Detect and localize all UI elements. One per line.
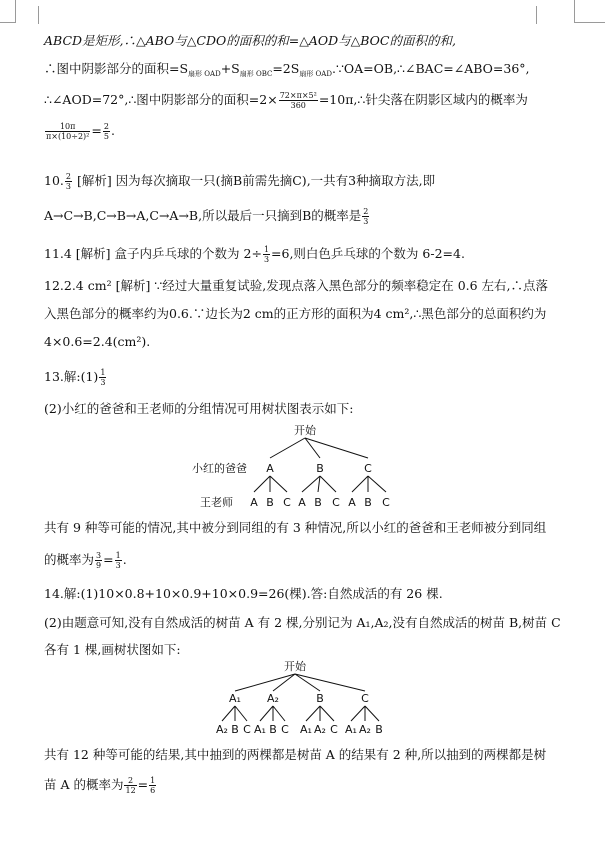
fraction-numerator: 1 xyxy=(115,551,121,560)
text-line-4 xyxy=(44,122,115,141)
q13-text-a: 13.解:(1) xyxy=(44,369,99,384)
fraction-numerator: 72×π×5² xyxy=(279,91,317,100)
q12-line-3 xyxy=(44,334,150,350)
q13-line-2 xyxy=(44,401,353,417)
q13-text-3: 共有 9 种等可能的情况,其中被分到同组的有 3 种情况,所以小红的爸爸和王老师被分到同组 xyxy=(44,520,547,535)
tree1-l2-node: A xyxy=(298,496,306,509)
tree1-edge xyxy=(302,476,320,492)
q14-prob-fraction-1 xyxy=(124,776,136,795)
tree1-edge xyxy=(305,438,368,458)
q13-line-1 xyxy=(44,368,107,387)
q10-number: 10. xyxy=(44,173,64,188)
q14-line-1 xyxy=(44,586,443,602)
q11-text-b: =6,则白色乒乓球的个数为 6-2=4. xyxy=(271,246,465,261)
tree1-edge xyxy=(320,476,336,492)
fraction-denominator: 3 xyxy=(115,561,121,570)
fraction-denominator: 3 xyxy=(263,255,270,264)
fraction-numerator: 2 xyxy=(103,122,109,131)
q12-text-2: 入黑色部分的概率约为0.6.∵边长为2 cm的正方形的面积为4 cm²,∴黑色部分的总面积约为 xyxy=(44,306,547,321)
tree1-row1-label: 小红的爸爸 xyxy=(192,462,247,475)
tree1-root: 开始 xyxy=(294,424,316,437)
text-l3b: =10π,∴针尖落在阴影区域内的概率为 xyxy=(318,92,528,107)
q14-text-3: 各有 1 棵,画树状图如下: xyxy=(44,642,181,657)
text-l2b: +S xyxy=(220,61,240,76)
tree2-edge xyxy=(235,706,247,721)
q13-line-4 xyxy=(44,551,127,570)
period: . xyxy=(122,552,127,567)
tree2-edge xyxy=(235,674,295,691)
q12-text-3: 4×0.6=2.4(cm²). xyxy=(44,334,151,349)
tree1-edge xyxy=(352,476,368,492)
page-corner-tick-top-right xyxy=(536,6,537,24)
fraction-numerator: 2 xyxy=(363,207,369,216)
q12-line-1 xyxy=(44,278,548,294)
sub-2: 扇形 OBC xyxy=(239,70,273,78)
tree2-edge xyxy=(222,706,235,721)
q11-line xyxy=(44,245,465,264)
tree2-l2-node: A₂ xyxy=(314,723,326,736)
tree2-l1-node: A₂ xyxy=(267,692,279,705)
fraction-denominator: 9 xyxy=(96,561,102,570)
tree1-l2-node: B xyxy=(364,496,372,509)
q11-fraction xyxy=(263,245,270,264)
q13-text-2: (2)小红的爸爸和王老师的分组情况可用树状图表示如下: xyxy=(44,401,354,416)
text-l1: ABCD是矩形,∴△ABO与△CDO的面积的和=△AOD与△BOC的面积的和, xyxy=(44,33,456,48)
fraction-numerator: 1 xyxy=(263,245,270,254)
q14-line-4 xyxy=(44,747,546,763)
tree1-l2-node: B xyxy=(314,496,322,509)
text-line-1 xyxy=(44,33,456,49)
q14-prob-fraction-2 xyxy=(149,776,156,795)
q13-answer-fraction xyxy=(99,368,106,387)
fraction-denominator: 3 xyxy=(363,217,369,226)
fraction-numerator: 2 xyxy=(124,776,136,786)
tree1-l2-node: B xyxy=(266,496,274,509)
fraction-probability xyxy=(45,122,90,141)
tree2-edge xyxy=(320,706,334,721)
q10-answer-fraction xyxy=(65,172,72,191)
q13-line-3 xyxy=(44,520,546,536)
tree2-edge xyxy=(273,674,295,691)
tree1-row2-label: 王老师 xyxy=(200,496,233,509)
tree1-edge xyxy=(318,476,320,492)
tree1-l2-node: A xyxy=(250,496,258,509)
tree2-edge xyxy=(273,706,285,721)
tree2-edge xyxy=(295,674,365,691)
tree2-l2-node: B xyxy=(375,723,383,736)
q10-line-2 xyxy=(44,207,370,226)
text-line-2 xyxy=(44,61,530,82)
tree2-l2-node: C xyxy=(243,723,251,736)
q14-text-2: (2)由题意可知,没有自然成活的树苗 A 有 2 棵,分别记为 A₁,A₂,没有自然成活的树苗 B,树苗 C xyxy=(44,615,561,630)
fraction-denominator: 3 xyxy=(65,182,71,191)
fraction-denominator: 3 xyxy=(100,378,106,387)
tree2-edge xyxy=(351,706,365,721)
q10-line2-text: A→C→B,C→B→A,C→A→B,所以最后一只摘到B的概率是 xyxy=(44,208,362,223)
text-l2d: .∵OA=OB,∴∠BAC=∠ABO=36°, xyxy=(331,61,530,76)
tree2-edge xyxy=(365,706,379,721)
tree2-l2-node: B xyxy=(269,723,277,736)
tree1-edge xyxy=(368,476,386,492)
tree1-l1-node: C xyxy=(364,462,372,475)
fraction-result xyxy=(103,122,110,141)
fraction-numerator: 1 xyxy=(100,368,106,377)
equals-sign: = xyxy=(137,777,149,792)
tree1-edge xyxy=(254,476,270,492)
fraction-denominator: 5 xyxy=(103,132,109,141)
text-l2c: =2S xyxy=(272,61,300,76)
fraction-denominator: π×(10÷2)² xyxy=(46,132,90,141)
tree2-l2-node: C xyxy=(281,723,289,736)
q13-text-4a: 的概率为 xyxy=(44,552,95,567)
equals-sign: = xyxy=(103,552,114,567)
fraction-numerator: 3 xyxy=(96,551,102,560)
q13-prob-fraction-1 xyxy=(95,551,102,570)
page-corner-mark-top-right xyxy=(574,0,605,23)
q14-line-5 xyxy=(44,776,157,795)
q10-text: [解析] 因为每次摘取一只(摘B前需先摘C),一共有3种摘取方法,即 xyxy=(72,173,436,188)
tree1-edge xyxy=(305,438,320,458)
tree-diagram-2 xyxy=(195,659,415,739)
equals-sign: = xyxy=(91,123,102,138)
tree1-l1-node: A xyxy=(266,462,274,475)
fraction-denominator: 12 xyxy=(125,786,136,795)
q12-text-1: 12.2.4 cm² [解析] ∵经过大量重复试验,发现点落入黑色部分的频率稳定在 0.6 左右,∴点落 xyxy=(44,278,549,293)
text-l3a: ∴∠AOD=72°,∴图中阴影部分的面积=2× xyxy=(44,92,278,107)
page-corner-mark-top-left xyxy=(0,0,16,23)
fraction-denominator: 360 xyxy=(290,101,306,110)
tree2-l2-node: A₂ xyxy=(359,723,371,736)
tree2-l1-node: C xyxy=(361,692,369,705)
q10-prob-fraction xyxy=(362,207,369,226)
tree1-l1-node: B xyxy=(316,462,324,475)
q14-text-1: 14.解:(1)10×0.8+10×0.9+10×0.9=26(棵).答:自然成活的有 26 棵. xyxy=(44,586,443,601)
tree2-l1-node: A₁ xyxy=(229,692,241,705)
tree2-l2-node: B xyxy=(231,723,239,736)
fraction-numerator: 10π xyxy=(45,122,90,132)
q13-prob-fraction-2 xyxy=(115,551,122,570)
text-line-3 xyxy=(44,91,528,110)
text-l2a: ∴图中阴影部分的面积=S xyxy=(44,61,189,76)
tree1-edge xyxy=(270,476,287,492)
tree2-l2-node: A₁ xyxy=(254,723,266,736)
tree1-edge xyxy=(270,438,305,458)
tree2-l2-node: A₂ xyxy=(216,723,228,736)
tree2-l2-node: A₁ xyxy=(300,723,312,736)
tree2-l1-node: B xyxy=(316,692,324,705)
fraction-denominator: 6 xyxy=(150,786,156,795)
tree-diagram-1 xyxy=(190,422,420,514)
period: . xyxy=(110,123,115,138)
tree1-l2-node: C xyxy=(382,496,390,509)
q14-line-3 xyxy=(44,642,181,658)
tree2-edge xyxy=(260,706,273,721)
tree1-l2-node: A xyxy=(348,496,356,509)
tree1-l2-node: C xyxy=(332,496,340,509)
page-corner-tick-top-left xyxy=(38,6,39,24)
tree2-l2-node: A₁ xyxy=(345,723,357,736)
sub-1: 扇形 OAD xyxy=(188,70,221,78)
q12-line-2 xyxy=(44,306,546,322)
tree1-l2-node: C xyxy=(283,496,291,509)
q10-line-1 xyxy=(44,172,435,191)
q14-text-5a: 苗 A 的概率为 xyxy=(44,777,124,792)
sub-3: 扇形 OAD xyxy=(299,70,332,78)
fraction-area xyxy=(279,91,318,110)
q11-text-a: 11.4 [解析] 盒子内乒乓球的个数为 2÷ xyxy=(44,246,262,261)
fraction-numerator: 2 xyxy=(65,172,71,181)
tree2-root: 开始 xyxy=(284,660,306,673)
tree2-l2-node: C xyxy=(330,723,338,736)
fraction-numerator: 1 xyxy=(150,776,156,785)
tree2-edge xyxy=(306,706,320,721)
q14-line-2 xyxy=(44,615,561,631)
q14-text-4: 共有 12 种等可能的结果,其中抽到的两棵都是树苗 A 的结果有 2 种,所以抽到的两棵都是树 xyxy=(44,747,547,762)
